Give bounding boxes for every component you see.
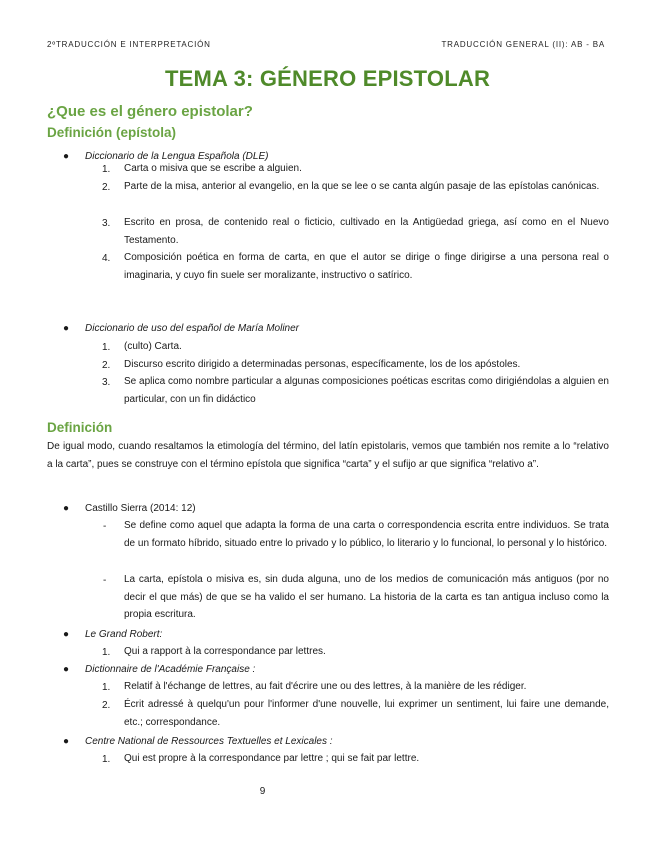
header-right: TRADUCCIÓN GENERAL (II): AB - BA bbox=[441, 40, 605, 49]
academie-item-2: Écrit adressé à quelqu'un pour l'informer d'une nouvelle, lui exprimer un sentiment, lui faire une demande, etc.; correspondance. bbox=[124, 699, 609, 728]
page-title: TEMA 3: GÉNERO EPISTOLAR bbox=[164, 66, 491, 91]
page-number: 9 bbox=[259, 786, 266, 797]
bullet-marker: ● bbox=[63, 151, 70, 162]
bullet-castillo bbox=[63, 503, 196, 514]
subheading-definicion: Definición bbox=[47, 420, 113, 435]
source-academie: Dictionnaire de l'Académie Française : bbox=[85, 664, 256, 675]
source-robert: Le Grand Robert: bbox=[85, 629, 163, 640]
list-number: 1. bbox=[102, 754, 111, 765]
list-number: 2. bbox=[102, 700, 111, 711]
source-moliner: Diccionario de uso del español de María Moliner bbox=[85, 323, 300, 334]
bullet-marker: ● bbox=[63, 629, 70, 640]
academie-item-1: Relatif à l'échange de lettres, au fait d'écrire une ou des lettres, à la manière de les rédiger. bbox=[124, 681, 527, 692]
castillo-item-1: Se define como aquel que adapta la forma de una carta o correspondencia escrita entre individuos. Se trata de un formato híbrido, situado entre lo privado y lo público, lo literario y lo funcional, lo personal y lo histórico. bbox=[124, 520, 609, 549]
moliner-item-1: (culto) Carta. bbox=[124, 341, 182, 352]
bullet-cnrtl bbox=[63, 736, 333, 747]
list-number: 1. bbox=[102, 647, 111, 658]
header-left: 2ºTRADUCCIÓN E INTERPRETACIÓN bbox=[47, 40, 211, 49]
bullet-marker: ● bbox=[63, 323, 70, 334]
castillo-item-2: La carta, epístola o misiva es, sin duda alguna, uno de los medios de comunicación más antiguos (por no decir el que más) de que se ha valido el ser humano. La historia de la carta es tan antigua incluso como la propia escritura. bbox=[124, 574, 609, 620]
dle-item-4: Composición poética en forma de carta, en que el autor se dirige o finge dirigirse a una persona real o imaginaria, y cuyo fin suele ser moralizante, instructivo o satírico. bbox=[124, 252, 609, 281]
moliner-item-2: Discurso escrito dirigido a determinadas personas, específicamente, los de los apóstoles. bbox=[124, 359, 521, 370]
bullet-academie bbox=[63, 664, 255, 675]
moliner-item-3: Se aplica como nombre particular a algunas composiciones poéticas escritas como dirigiéndolas a alguien en particular, con un fin didáctico bbox=[124, 376, 609, 405]
bullet-marker: ● bbox=[63, 664, 70, 675]
section-heading: ¿Que es el género epistolar? bbox=[47, 103, 253, 120]
list-number: 1. bbox=[102, 164, 111, 175]
bullet-marker: ● bbox=[63, 736, 70, 747]
subheading-epistola: Definición (epístola) bbox=[47, 125, 177, 140]
list-number: 3. bbox=[102, 377, 111, 388]
list-number: 2. bbox=[102, 360, 111, 371]
dle-item-2: Parte de la misa, anterior al evangelio, en la que se lee o se canta algún pasaje de las epístolas canónicas. bbox=[124, 181, 600, 192]
list-number: 1. bbox=[102, 682, 111, 693]
bullet-robert bbox=[63, 629, 162, 640]
etymology-paragraph: De igual modo, cuando resaltamos la etimología del término, del latín epistolaris, vemos que también nos remite a lo “relativo a la carta”, pues se construye con el término epístola que significa “carta” y el sufijo ar que significa “relativo a”. bbox=[47, 441, 609, 470]
list-number: 3. bbox=[102, 218, 111, 229]
dash-marker: - bbox=[103, 521, 107, 532]
list-number: 4. bbox=[102, 253, 111, 264]
dle-item-3: Escrito en prosa, de contenido real o ficticio, cultivado en la Antigüedad griega, así como en el Nuevo Testamento. bbox=[124, 217, 609, 246]
cnrtl-item-1: Qui est propre à la correspondance par lettre ; qui se fait par lettre. bbox=[124, 753, 420, 764]
dle-item-1: Carta o misiva que se escribe a alguien. bbox=[124, 163, 302, 174]
robert-item-1: Qui a rapport à la correspondance par lettres. bbox=[124, 646, 326, 657]
list-number: 1. bbox=[102, 342, 111, 353]
bullet-moliner bbox=[63, 323, 299, 334]
source-cnrtl: Centre National de Ressources Textuelles et Lexicales : bbox=[85, 736, 333, 747]
list-number: 2. bbox=[102, 182, 111, 193]
dash-marker: - bbox=[103, 575, 107, 586]
source-castillo: Castillo Sierra (2014: 12) bbox=[85, 503, 196, 514]
bullet-marker: ● bbox=[63, 503, 70, 514]
source-dle: Diccionario de la Lengua Española (DLE) bbox=[85, 151, 269, 162]
